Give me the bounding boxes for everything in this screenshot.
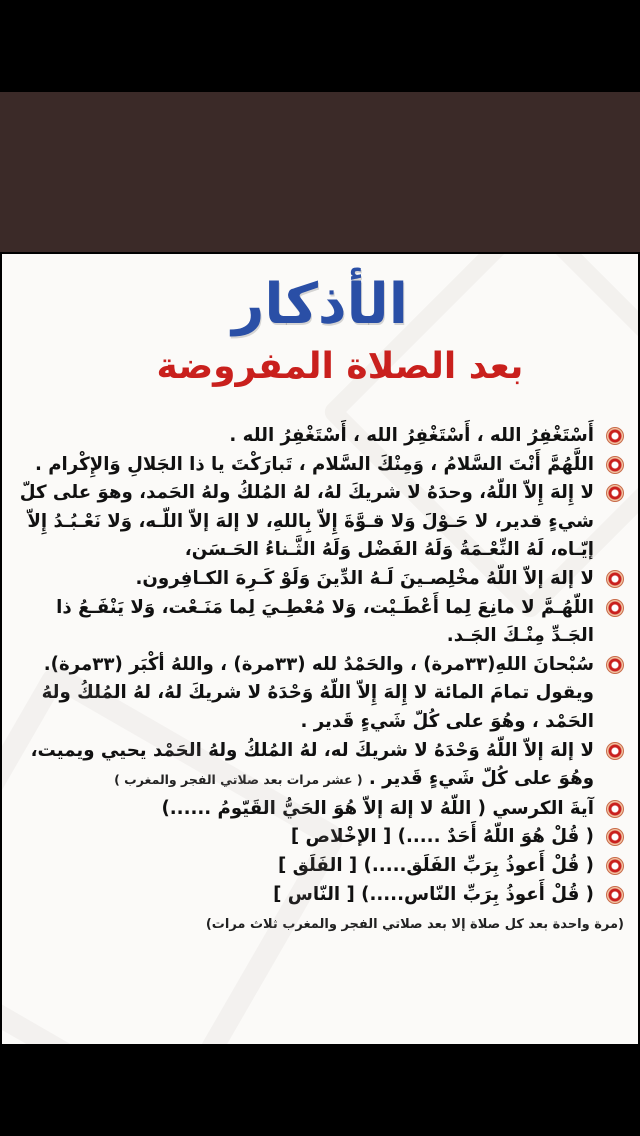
list-item: [14, 651, 624, 737]
dhikr-text: ( قُلْ أَعوذُ بِرَبِّ الفَلَق.....) [ الفَلَق ]: [277, 854, 594, 876]
adhkar-card: [2, 254, 638, 1044]
dhikr-text: لا إِلهَ إِلاّ اللّهُ، وحدَهُ لا شريكَ لهُ، لهُ المُلكُ ولهُ الحَمد، وهوَ على كلّ شيءٍ قدير، لا حَـوْلَ وَلا قـوَّةَ إِلاّ بِاللهِ، لا إلهَ إلاّ اللّـه، وَلا نَعْـبُـدُ إِلاّ إيّـاه، لَهُ النِّعْـمَةُ وَلَهُ الفَضْل وَلَهُ الثَّـناءُ الحَـسَن،: [19, 482, 594, 561]
list-item: [14, 852, 624, 881]
bullet-icon: [606, 886, 624, 904]
page-subtitle: بعد الصلاة المفروضة: [156, 346, 524, 387]
bullet-icon: [606, 427, 624, 445]
bullet-icon: [606, 570, 624, 588]
dhikr-text: لا إلهَ إلاّ اللّهُ مخْلِصـينَ لَـهُ الدِّينَ وَلَوْ كَـرِهَ الكـافِرون.: [135, 567, 594, 589]
bullet-icon: [606, 800, 624, 818]
bullet-icon: [606, 656, 624, 674]
dhikr-text: لا إلهَ إلاّ اللّهُ وَحْدَهُ لا شريكَ له، لهُ المُلكُ ولهُ الحَمْد يحيي ويميت، وهُوَ على كُلّ شَيءٍ قَدير .: [30, 739, 594, 790]
list-item: [14, 594, 624, 651]
dhikr-text: آيةَ الكرسي ( اللّهُ لا إلهَ إلاّ هُوَ الحَيُّ القَيّومُ ......): [161, 797, 594, 819]
dhikr-text: اللّهُـمَّ لا مانِعَ لِما أَعْطَـيْت، وَلا مُعْطِـيَ لِما مَنَـعْت، وَلا يَنْفَـعُ ذا الجَـدِّ مِنْـكَ الجَـد.: [56, 596, 594, 647]
dhikr-text: ( قُلْ أَعوذُ بِرَبِّ النّاس.....) [ النّاس ]: [273, 883, 594, 905]
header-band: [0, 92, 640, 252]
footer-note: (مرة واحدة بعد كل صلاة إلا بعد صلاتي الفجر والمغرب ثلاث مرات): [205, 917, 624, 933]
dhikr-text: سُبْحانَ اللهِ(٣٣مرة) ، والحَمْدُ لله (٣٣مرة) ، واللهُ أكْبَر (٣٣مرة). ويقول تمامَ المائة لا إِلهَ إِلاّ اللّهُ وَحْدَهُ لا شريكَ لهُ، لهُ المُلكُ ولهُ الحَمْد ، وهُوَ على كُلّ شَيءٍ قَدير .: [41, 653, 594, 732]
list-item: [14, 795, 624, 824]
bullet-icon: [606, 828, 624, 846]
adhkar-list: [14, 422, 624, 953]
bullet-icon: [606, 742, 624, 760]
bullet-icon: [606, 599, 624, 617]
list-item: [14, 479, 624, 565]
dhikr-text: ( قُلْ هُوَ اللّهُ أَحَدٌ .....) [ الإخْلاص ]: [290, 826, 594, 848]
bullet-icon: [606, 484, 624, 502]
bullet-icon: [606, 456, 624, 474]
repeat-note: ( عشر مرات بعد صلاتي الفجر والمغرب ): [114, 772, 363, 788]
list-item: [14, 823, 624, 852]
bullet-icon: [606, 857, 624, 875]
list-item: [14, 451, 624, 480]
list-item: [14, 737, 624, 795]
dhikr-text: اللَّهُمَّ أَنْتَ السَّلامُ ، وَمِنْكَ السَّلام ، تَبارَكْتَ يا ذا الجَلالِ وَالإِكْرام .: [34, 453, 594, 475]
dhikr-text: أَسْتَغْفِرُ الله ، أَسْتَغْفِرُ الله ، أَسْتَغْفِرُ الله .: [229, 425, 594, 446]
list-item: [14, 881, 624, 910]
page-title: الأذكار: [232, 272, 408, 337]
list-item: [14, 422, 624, 451]
list-item: [14, 565, 624, 594]
